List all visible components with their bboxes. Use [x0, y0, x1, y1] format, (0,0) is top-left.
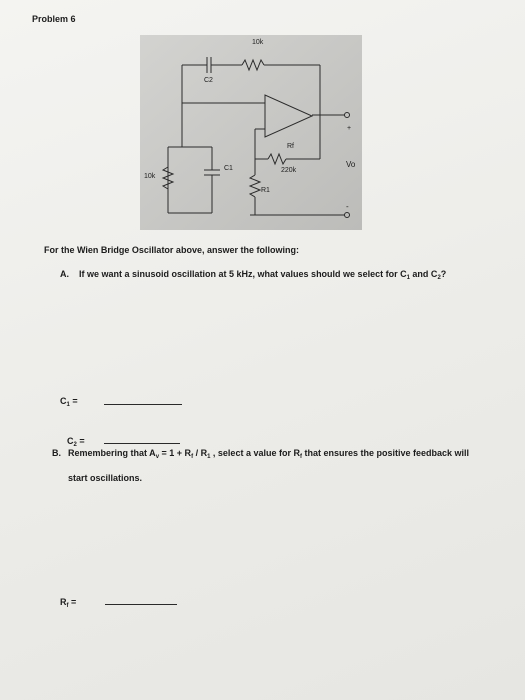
c1-answer-label: $C_1$ =: [60, 396, 78, 408]
r-top-label: 10k: [252, 39, 264, 46]
c2-label: C2: [204, 77, 213, 84]
question-a-letter: A.: [60, 269, 69, 279]
c2-answer-blank[interactable]: [104, 443, 180, 444]
plus-terminal-label: +: [347, 125, 352, 132]
r1-label: R1: [261, 187, 270, 194]
r-left-label: 10k: [144, 173, 156, 180]
c1-label: C1: [224, 165, 233, 172]
intro-text: For the Wien Bridge Oscillator above, answer the following:: [44, 245, 299, 255]
c1-answer-blank[interactable]: [104, 404, 182, 405]
question-b-letter: B.: [52, 448, 61, 458]
rf-answer-label: $R_f$ =: [60, 597, 77, 609]
minus-terminal-label: -: [346, 202, 349, 211]
question-b-text: Remembering that $A_v = 1 + R_f / R_1$ , select a value for $R_f$ that ensures the positive feedback will: [68, 448, 470, 460]
rf-value-label: 220k: [281, 167, 297, 174]
question-b-text-line2: start oscillations.: [68, 473, 143, 483]
rf-answer-blank[interactable]: [105, 604, 177, 605]
problem-title: Problem 6: [32, 14, 76, 24]
vo-label: Vo: [346, 160, 356, 169]
c2-answer-label: $C_2$ =: [67, 436, 85, 448]
circuit-diagram: [140, 35, 362, 230]
wien-bridge-schematic: [140, 35, 362, 230]
question-a-text: If we want a sinusoid oscillation at 5 kHz, what values should we select for $C_1$ and $C_2$?: [79, 269, 447, 281]
rf-label: Rf: [287, 143, 294, 150]
